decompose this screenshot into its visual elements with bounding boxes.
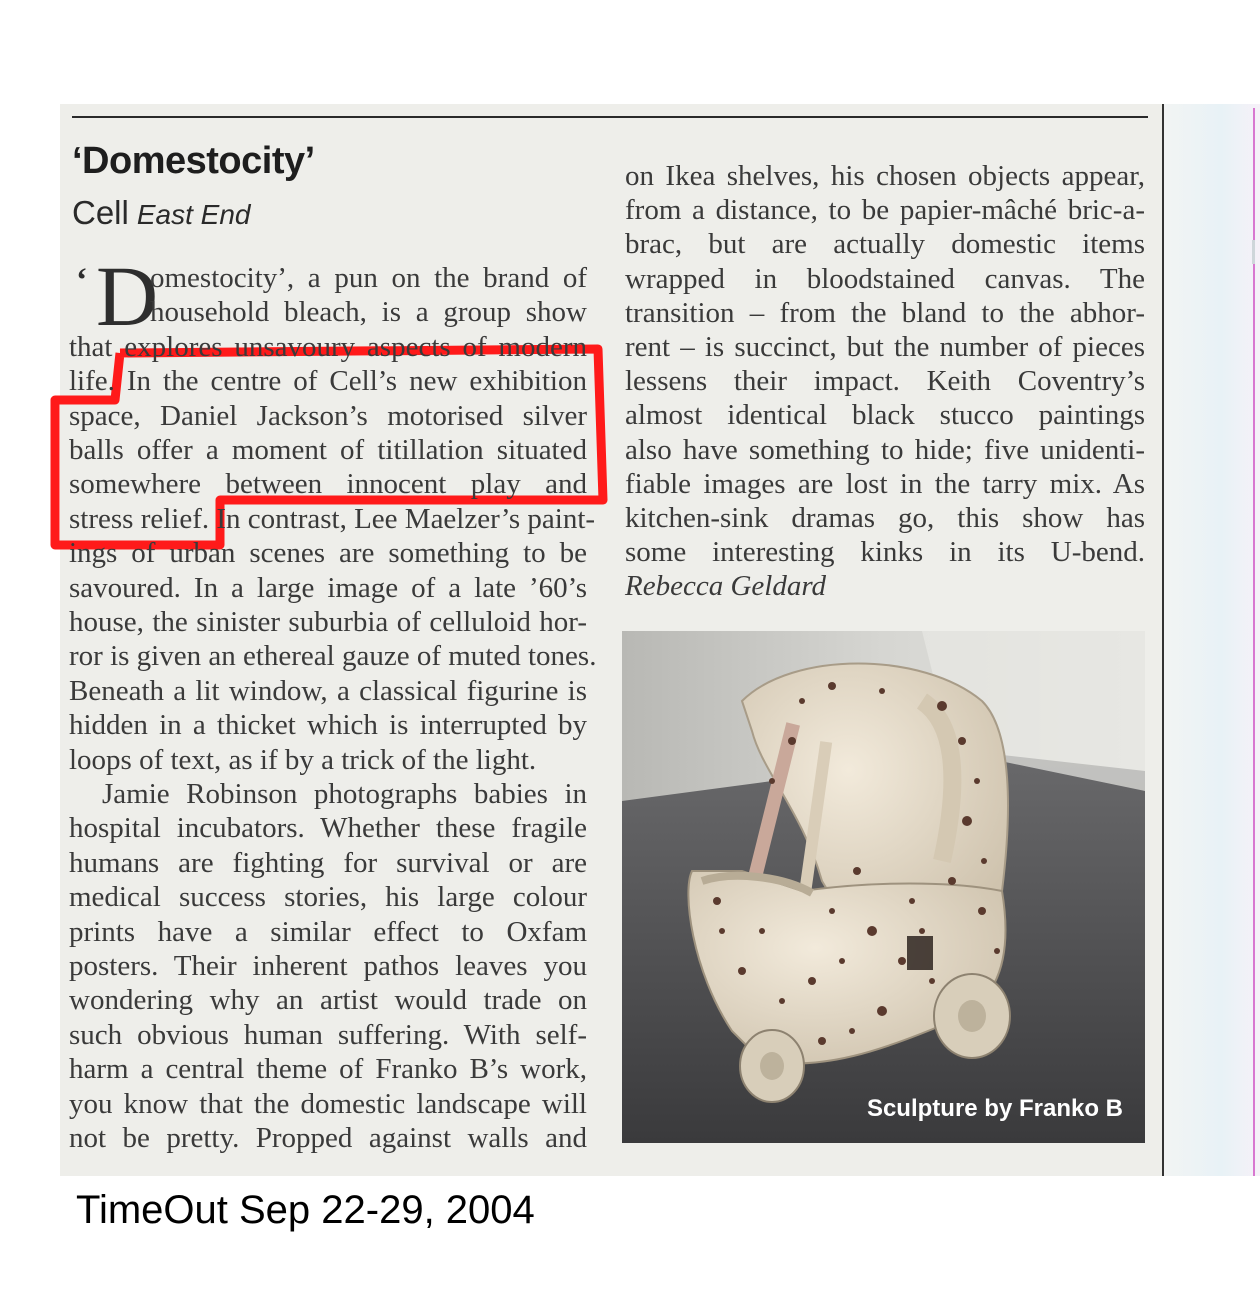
article-line: lessens their impact. Keith Coventry’s [625,365,1145,398]
article-line: posters. Their inherent pathos leaves you [69,950,587,982]
article-line: ings of urban scenes are something to be [69,537,587,570]
scan-edge-line [1253,108,1255,1176]
top-rule [72,116,1148,118]
column-rule [1162,104,1164,1176]
article-line: stress relief. In contrast, Lee Maelzer’s paint- [69,502,596,535]
article-line: medical success stories, his large colour [69,881,587,914]
article-line: loops of text, as if by a trick of the light. [69,743,537,776]
venue-line [72,194,251,232]
article-line: house, the sinister suburbia of celluloid hor- [69,606,587,638]
article-line: balls offer a moment of titillation situated [69,434,587,466]
article-line: fiable images are lost in the tarry mix. As [625,467,1145,500]
article-line: such obvious human suffering. With self- [69,1018,587,1051]
article-line: wrapped in bloodstained canvas. The [625,262,1145,295]
article-line: hospital incubators. Whether these fragile [69,812,587,845]
article-headline: ‘Domestocity’ [72,140,315,182]
scan-margin [1164,104,1260,1176]
article-line: Beneath a lit window, a classical figurine is [69,674,587,707]
article-line: almost identical black stucco paintings [625,399,1145,432]
article-line: harm a central theme of Franko B’s work, [69,1053,587,1086]
article-line: also have something to hide; five unidenti- [625,433,1145,466]
article-line: Jamie Robinson photographs babies in [102,778,587,810]
drop-cap: D [96,248,159,344]
article-line: you know that the domestic landscape will [69,1087,587,1120]
article-line: that explores unsavoury aspects of modern [69,330,587,363]
sculpture-image [622,631,1145,1143]
dropcap-quote: ‘ [76,262,88,299]
article-line: somewhere between innocent play and [69,468,587,501]
article-line: ror is given an ethereal gauze of muted tones. [69,640,597,673]
article-line: life. In the centre of Cell’s new exhibition [69,365,587,398]
article-line: space, Daniel Jackson’s motorised silver [69,399,587,432]
article-line: omestocity’, a pun on the brand of [150,262,587,294]
article-line: savoured. In a large image of a late ’60’s [69,571,587,604]
article-line: rent – is succinct, but the number of pieces [625,331,1145,363]
article-line: humans are fighting for survival or are [69,846,587,879]
venue-area: East End [136,199,251,230]
article-line: prints have a similar effect to Oxfam [69,915,587,948]
article-line: some interesting kinks in its U-bend. [625,536,1145,569]
venue-name: Cell [72,194,129,231]
scan-speck [1252,240,1255,264]
photo-caption: Sculpture by Franko B [866,1095,1123,1122]
article-line: transition – from the bland to the abhor- [625,296,1145,329]
article-line: brac, but are actually domestic items [625,228,1145,261]
article-line: not be pretty. Propped against walls and [69,1122,587,1154]
article-line: kitchen-sink dramas go, this show has [625,502,1145,534]
article-line: from a distance, to be papier-mâché bric-a- [625,194,1145,227]
article-line: household bleach, is a group show [150,296,587,329]
sculpture-photo [622,631,1145,1143]
byline: Rebecca Geldard [625,570,827,603]
article-line: on Ikea shelves, his chosen objects appear, [625,160,1145,192]
article-line: wondering why an artist would trade on [69,984,587,1017]
article-line: hidden in a thicket which is interrupted by [69,709,587,742]
source-citation: TimeOut Sep 22-29, 2004 [76,1188,535,1232]
